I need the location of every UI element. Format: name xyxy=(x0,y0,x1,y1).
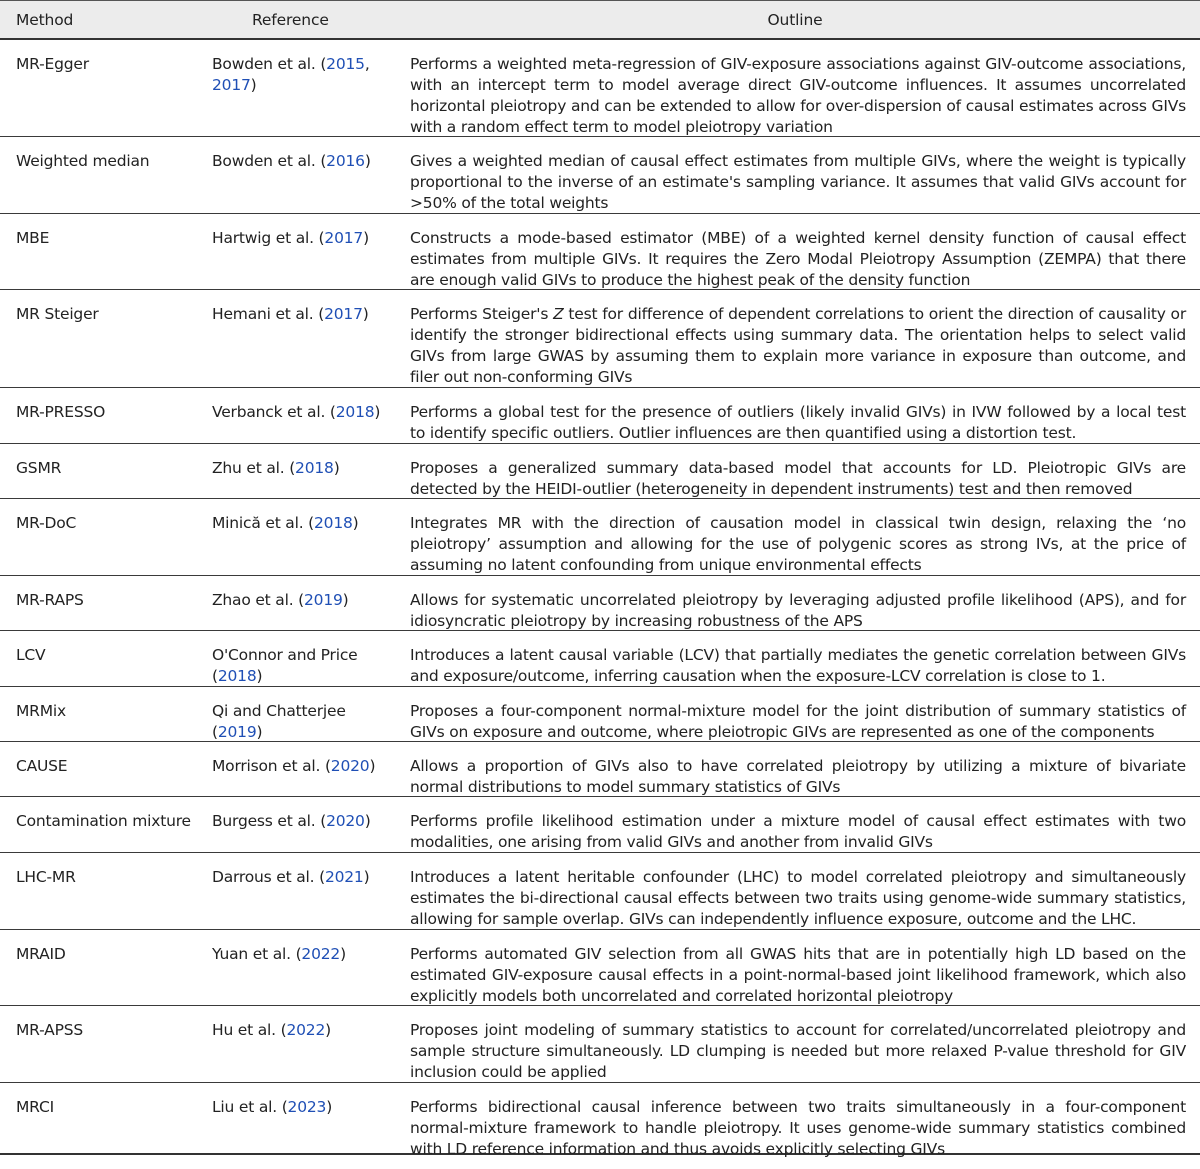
reference-author: Verbanck et al. xyxy=(212,403,326,421)
reference-author: Bowden et al. xyxy=(212,55,316,73)
table-row xyxy=(0,742,1200,797)
reference-author: Yuan et al. xyxy=(212,945,291,963)
method-cell: LCV xyxy=(16,646,46,664)
reference-cell: Hemani et al. (2017) xyxy=(212,305,369,323)
reference-cell: Burgess et al. (2020) xyxy=(212,812,371,830)
outline-cell: Proposes joint modeling of summary statistics to account for correlated/uncorrelated pleiotropy and sample structure simultaneously. LD clumping is needed but more relaxed P-value threshold for GIV inclusion could be applied xyxy=(410,1021,1186,1081)
table-row xyxy=(0,388,1200,444)
reference-author: Darrous et al. xyxy=(212,868,315,886)
reference-author: Morrison et al. xyxy=(212,757,321,775)
reference-author: Burgess et al. xyxy=(212,812,316,830)
table-row xyxy=(0,40,1200,137)
outline-cell: Performs profile likelihood estimation under a mixture model of causal effect estimates with two modalities, one arising from valid GIVs and another from invalid GIVs xyxy=(410,812,1186,851)
method-cell: MR-Egger xyxy=(16,55,89,73)
outline-cell: Constructs a mode-based estimator (MBE) of a weighted kernel density function of causal effect estimates from multiple GIVs. It requires the Zero Modal Pleiotropy Assumption (ZEMPA) that there are enough valid GIVs to produce the highest peak of the density function xyxy=(410,229,1186,289)
outline-cell: Allows for systematic uncorrelated pleiotropy by leveraging adjusted profile likelihood (APS), and for idiosyncratic pleiotropy by increasing robustness of the APS xyxy=(410,591,1186,630)
header-method: Method xyxy=(16,10,74,29)
reference-cell: Bowden et al. (2015, 2017) xyxy=(212,55,370,94)
reference-cell: Zhao et al. (2019) xyxy=(212,591,349,609)
method-cell: MBE xyxy=(16,229,50,247)
table-row xyxy=(0,499,1200,576)
outline-cell: Introduces a latent heritable confounder (LHC) to model correlated pleiotropy and simultaneously estimates the bi-directional causal effects between two traits using genome-wide summary statistics, allowing for sample overlap. GIVs can independently influence exposure, outcome and the LHC. xyxy=(410,868,1186,928)
citation-year-link[interactable]: 2023 xyxy=(287,1098,327,1116)
table-row xyxy=(0,444,1200,499)
reference-cell: Yuan et al. (2022) xyxy=(212,945,346,963)
citation-year-link[interactable]: 2017 xyxy=(324,305,363,323)
method-cell: CAUSE xyxy=(16,757,68,775)
reference-author: Bowden et al. xyxy=(212,152,316,170)
citation-year-link[interactable]: 2015 xyxy=(326,55,365,73)
citation-year-link[interactable]: 2021 xyxy=(324,868,364,886)
table-row xyxy=(0,214,1200,290)
outline-cell: Performs bidirectional causal inference between two traits simultaneously in a four-component normal-mixture framework to handle pleiotropy. It uses genome-wide summary statistics combined with LD reference information and thus avoids explicitly selecting GIVs xyxy=(410,1098,1186,1158)
citation-year-link[interactable]: 2018 xyxy=(335,403,375,421)
outline-cell xyxy=(410,290,1200,387)
table-row xyxy=(0,137,1200,214)
method-cell: Contamination mixture xyxy=(16,812,191,830)
outline-text: Performs Steiger's xyxy=(410,305,554,323)
reference-author: O'Connor and Price xyxy=(212,646,358,664)
citation-year-link[interactable]: 2017 xyxy=(212,76,251,94)
citation-year-link[interactable]: 2018 xyxy=(217,667,257,685)
reference-author: Hartwig et al. xyxy=(212,229,314,247)
citation-year-link[interactable]: 2020 xyxy=(326,812,365,830)
reference-cell: Qi and Chatterjee (2019) xyxy=(212,702,346,741)
method-cell: MR-RAPS xyxy=(16,591,84,609)
header-reference: Reference xyxy=(252,10,329,29)
table-header xyxy=(0,0,1200,40)
table-row xyxy=(0,631,1200,687)
outline-italic-symbol: Z xyxy=(553,305,564,323)
citation-year-link[interactable]: 2018 xyxy=(314,514,353,532)
reference-cell: Darrous et al. (2021) xyxy=(212,868,370,886)
citation-year-link[interactable]: 2019 xyxy=(304,591,343,609)
citation-year-link[interactable]: 2017 xyxy=(324,229,364,247)
citation-year-link[interactable]: 2018 xyxy=(295,459,334,477)
reference-cell: Verbanck et al. (2018) xyxy=(212,403,381,421)
reference-cell: Bowden et al. (2016) xyxy=(212,152,371,170)
reference-author: Hu et al. xyxy=(212,1021,276,1039)
reference-cell: Hartwig et al. (2017) xyxy=(212,229,369,247)
reference-author: Qi and Chatterjee xyxy=(212,702,346,720)
table-row xyxy=(0,576,1200,631)
table-row xyxy=(0,290,1200,388)
outline-cell: Performs a global test for the presence of outliers (likely invalid GIVs) in IVW followed by a local test to identify specific outliers. Outlier influences are then quantified using a distortion test. xyxy=(410,403,1186,442)
citation-year-link[interactable]: 2022 xyxy=(286,1021,326,1039)
method-cell: MR-DoC xyxy=(16,514,77,532)
citation-year-link[interactable]: 2019 xyxy=(217,723,257,741)
method-cell: Weighted median xyxy=(16,152,150,170)
citation-year-link[interactable]: 2016 xyxy=(326,152,365,170)
method-cell: MR Steiger xyxy=(16,305,99,323)
method-cell: MRMix xyxy=(16,702,66,720)
reference-cell: Morrison et al. (2020) xyxy=(212,757,376,775)
outline-cell: Performs a weighted meta-regression of GIV-exposure associations against GIV-outcome associations, with an intercept term to model average direct GIV-outcome influences. It assumes uncorrelated horizontal pleiotropy and can be extended to allow for over-dispersion of causal estimates across GIVs with a random effect term to model pleiotropy variation xyxy=(410,55,1186,136)
table-row xyxy=(0,1083,1200,1158)
method-cell: LHC-MR xyxy=(16,868,76,886)
table-row xyxy=(0,797,1200,853)
reference-cell: O'Connor and Price (2018) xyxy=(212,646,358,685)
citation-year-link[interactable]: 2020 xyxy=(330,757,370,775)
reference-author: Hemani et al. xyxy=(212,305,314,323)
outline-cell: Introduces a latent causal variable (LCV) that partially mediates the genetic correlation between GIVs and exposure/outcome, inferring causation when the exposure-LCV correlation is close to 1. xyxy=(410,646,1186,685)
table-row xyxy=(0,687,1200,742)
method-cell: MRAID xyxy=(16,945,66,963)
method-cell: MR-APSS xyxy=(16,1021,83,1039)
reference-cell: Minică et al. (2018) xyxy=(212,514,359,532)
method-cell: MR-PRESSO xyxy=(16,403,106,421)
outline-cell: Proposes a four-component normal-mixture model for the joint distribution of summary statistics of GIVs on exposure and outcome, where pleiotropic GIVs are represented as one of the components xyxy=(410,702,1186,741)
header-outline: Outline xyxy=(767,10,823,29)
reference-cell: Hu et al. (2022) xyxy=(212,1021,331,1039)
table-row xyxy=(0,1006,1200,1083)
outline-cell: Gives a weighted median of causal effect estimates from multiple GIVs, where the weight is typically proportional to the inverse of an estimate's sampling variance. It assumes that valid GIVs account for >50% of the total weights xyxy=(410,152,1186,212)
table-row xyxy=(0,930,1200,1006)
outline-text: test for difference of dependent correlations to orient the direction of causality or identify the stronger bidirectional effects using summary data. The orientation helps to select valid GIVs from large GWAS by assuming them to explain more variance in exposure than outcome, and filer out non-conforming GIVs xyxy=(410,305,1186,386)
reference-author: Zhu et al. xyxy=(212,459,285,477)
reference-author: Liu et al. xyxy=(212,1098,277,1116)
citation-year-link[interactable]: 2022 xyxy=(301,945,341,963)
method-cell: MRCI xyxy=(16,1098,54,1116)
outline-cell: Allows a proportion of GIVs also to have correlated pleiotropy by utilizing a mixture of bivariate normal distributions to model summary statistics of GIVs xyxy=(410,757,1186,796)
reference-author: Zhao et al. xyxy=(212,591,294,609)
method-cell: GSMR xyxy=(16,459,62,477)
reference-author: Minică et al. xyxy=(212,514,304,532)
reference-cell: Liu et al. (2023) xyxy=(212,1098,333,1116)
table-row xyxy=(0,853,1200,930)
outline-cell: Integrates MR with the direction of causation model in classical twin design, relaxing the ‘no pleiotropy’ assumption and allowing for the use of polygenic scores as strong IVs, at the price of assuming no latent confounding from unique environmental effects xyxy=(410,514,1186,574)
outline-cell: Proposes a generalized summary data-based model that accounts for LD. Pleiotropic GIVs are detected by the HEIDI-outlier (heterogeneity in dependent instruments) test and then removed xyxy=(410,459,1186,498)
reference-cell: Zhu et al. (2018) xyxy=(212,459,340,477)
outline-cell: Performs automated GIV selection from all GWAS hits that are in potentially high LD based on the estimated GIV-exposure causal effects in a point-normal-based joint likelihood framework, which also explicitly models both uncorrelated and correlated horizontal pleiotropy xyxy=(410,945,1186,1005)
